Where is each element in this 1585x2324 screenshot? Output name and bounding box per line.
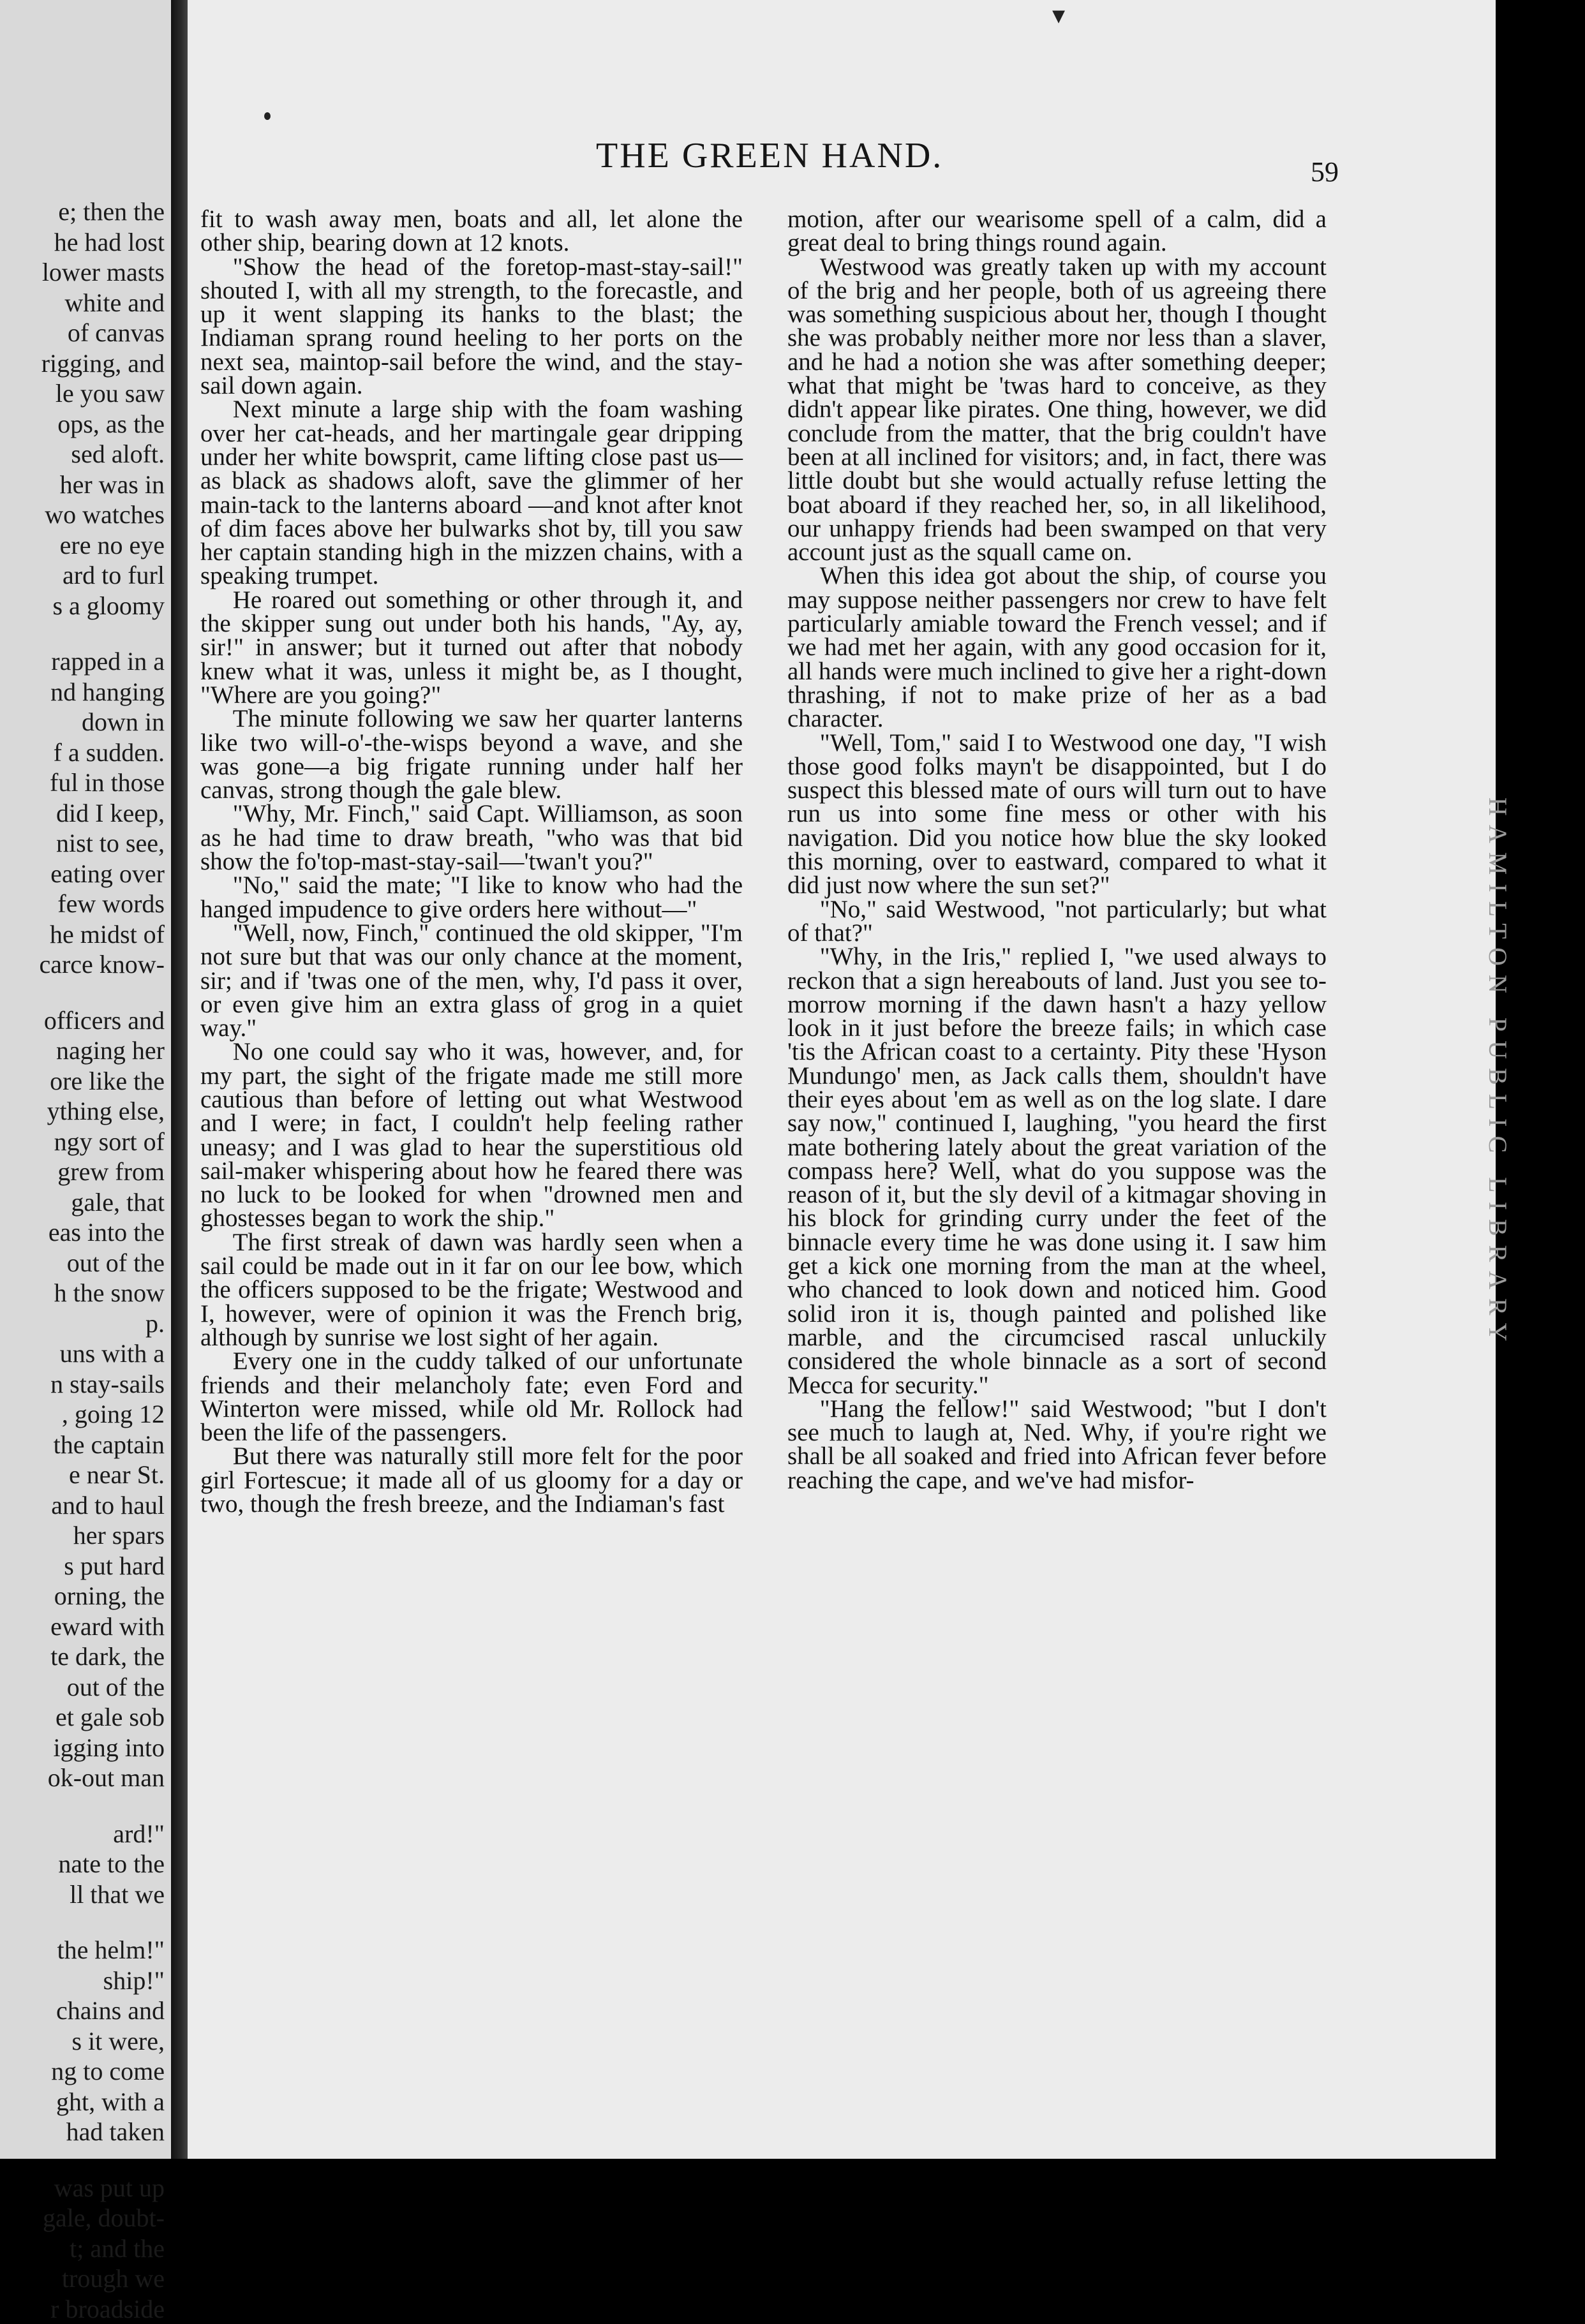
paragraph: "Well, now, Finch," continued the old skipper, "I'm not sure but that was our only chance at the moment, sir; and if 'twas one of the men, why, I'd pass it over, or even give him an extra glass of grog in a quiet way." bbox=[200, 921, 743, 1040]
previous-page-line: her spars bbox=[39, 1520, 165, 1551]
paragraph: The minute following we saw her quarter lanterns like two will-o'-the-wisps beyond a wave, and she was gone—a big frigate running under half her canvas, strong though the gale blew. bbox=[200, 707, 743, 802]
previous-page-line: he midst of bbox=[39, 919, 165, 950]
running-head: THE GREEN HAND. bbox=[596, 135, 943, 176]
previous-page-line: ere no eye bbox=[39, 530, 165, 561]
paragraph-gap bbox=[39, 621, 165, 646]
paragraph: But there was naturally still more felt for the poor girl Fortescue; it made all of us gloomy for a day or two, though the fresh breeze, and the Indiaman's fast bbox=[200, 1444, 743, 1516]
previous-page-line: ll that we bbox=[39, 1879, 165, 1910]
previous-page-line: h the snow bbox=[39, 1278, 165, 1308]
previous-page-line: nist to see, bbox=[39, 828, 165, 859]
paragraph-gap bbox=[39, 1909, 165, 1935]
previous-page-line: he had lost bbox=[39, 227, 165, 258]
previous-page-line: naging her bbox=[39, 1035, 165, 1066]
paragraph: When this idea got about the ship, of course you may suppose neither passengers nor crew to have felt particularly amiable toward the French vessel; and if we had met her again, with any good occasion for it, all hands were much inclined to give her a right-down thrashing, if not to make prize of her as a bad character. bbox=[787, 564, 1327, 730]
book-gutter bbox=[171, 0, 188, 2159]
previous-page-line: wo watches bbox=[39, 500, 165, 530]
ink-dot bbox=[264, 112, 271, 120]
paragraph: "Hang the fellow!" said Westwood; "but I don't see much to laugh at, Ned. Why, if you're right we shall be all soaked and fried into African fever before reaching the cape, and we've had misfor- bbox=[787, 1397, 1327, 1492]
previous-page-line: orning, the bbox=[39, 1581, 165, 1611]
paragraph: Next minute a large ship with the foam washing over her cat-heads, and her martingale gear dripping under her white bowsprit, came lifting close past us—as black as shadows aloft, save the glimmer of her main-tack to the lanterns aboard —and knot after knot of dim faces above her bulwarks shot by, till you saw her captain standing high in the mizzen chains, with a speaking trumpet. bbox=[200, 397, 743, 588]
paragraph-gap bbox=[39, 2147, 165, 2173]
previous-page-line: gale, doubt- bbox=[39, 2203, 165, 2233]
previous-page-line: and to haul bbox=[39, 1490, 165, 1521]
previous-page-line: out of the bbox=[39, 1672, 165, 1703]
previous-page-line: lower masts bbox=[39, 257, 165, 288]
previous-page-line: ops, as the bbox=[39, 409, 165, 440]
previous-page-line: n stay-sails bbox=[39, 1369, 165, 1400]
previous-page-line: nate to the bbox=[39, 1849, 165, 1879]
previous-page-column bbox=[39, 196, 165, 2324]
previous-page-line: out of the bbox=[39, 1248, 165, 1278]
paragraph: "Show the head of the foretop-mast-stay-sail!" shouted I, with all my strength, to the forecastle, and up it went slapping its hanks to the blast; the Indiaman sprang round heeling to her ports on the next sea, maintop-sail before the wind, and the stay-sail down again. bbox=[200, 255, 743, 398]
previous-page-line: s it were, bbox=[39, 2026, 165, 2057]
paragraph: fit to wash away men, boats and all, let alone the other ship, bearing down at 12 knots. bbox=[200, 207, 743, 255]
previous-page-line: the captain bbox=[39, 1430, 165, 1460]
paragraph: "No," said the mate; "I like to know who had the hanged impudence to give orders here without—" bbox=[200, 873, 743, 921]
previous-page-line: carce know- bbox=[39, 949, 165, 980]
previous-page-line: white and bbox=[39, 288, 165, 318]
previous-page-line: igging into bbox=[39, 1733, 165, 1763]
previous-page-line: ful in those bbox=[39, 767, 165, 798]
previous-page-line: ything else, bbox=[39, 1096, 165, 1127]
paragraph: "Well, Tom," said I to Westwood one day, "I wish those good folks mayn't be disappointed, but I do suspect this blessed mate of ours will turn out to have run us into some fine mess or other with his navigation. Did you notice how blue the sky looked this morning, over to eastward, compared to what it did just now where the sun set?" bbox=[787, 731, 1327, 898]
previous-page-line: ngy sort of bbox=[39, 1127, 165, 1157]
previous-page-line: t; and the bbox=[39, 2233, 165, 2264]
previous-page-line: had taken bbox=[39, 2117, 165, 2147]
previous-page-line: ng to come bbox=[39, 2056, 165, 2087]
previous-page-line: ship!" bbox=[39, 1965, 165, 1996]
previous-page-line: eward with bbox=[39, 1611, 165, 1642]
paragraph: Every one in the cuddy talked of our unfortunate friends and their melancholy fate; even Ford and Winterton were missed, while old Mr. Rollock had been the life of the passengers. bbox=[200, 1349, 743, 1444]
paragraph-gap bbox=[39, 1793, 165, 1819]
paragraph: No one could say who it was, however, and, for my part, the sight of the frigate made me still more cautious than before of letting out what Westwood and I were; in fact, I couldn't help feeling rather uneasy; and I was glad to hear the superstitious old sail-maker whispering about how he feared there was no luck to be looked for when "drowned men and ghostesses began to work the ship." bbox=[200, 1040, 743, 1230]
previous-page-line: , going 12 bbox=[39, 1399, 165, 1430]
previous-page-line: et gale sob bbox=[39, 1702, 165, 1733]
previous-page-line: r broadside bbox=[39, 2294, 165, 2324]
previous-page-line: le you saw bbox=[39, 378, 165, 409]
previous-page-line: rigging, and bbox=[39, 348, 165, 379]
right-column bbox=[787, 207, 1327, 1492]
previous-page-line: her was in bbox=[39, 470, 165, 500]
previous-page-line: p. bbox=[39, 1308, 165, 1339]
paragraph: Westwood was greatly taken up with my account of the brig and her people, both of us agreeing there was something suspicious about her, though I thought she was probably neither more nor less than a slaver, and he had a notion she was after something deeper; what that might be 'twas hard to conceive, as they didn't appear like pirates. One thing, however, we did conclude from the matter, that the brig couldn't have been at all inclined for visitors; and, in fact, there was little doubt but she would actually refuse letting the boat aboard if they reached her, so, in all likelihood, our unhappy friends had been swamped on that very account just as the squall came on. bbox=[787, 255, 1327, 565]
previous-page-fragment bbox=[0, 0, 171, 2159]
previous-page-line: officers and bbox=[39, 1005, 165, 1036]
left-column bbox=[200, 207, 743, 1516]
previous-page-line: uns with a bbox=[39, 1338, 165, 1369]
previous-page-line: ght, with a bbox=[39, 2087, 165, 2117]
previous-page-line: sed aloft. bbox=[39, 439, 165, 470]
previous-page-line: ard!" bbox=[39, 1819, 165, 1849]
previous-page-line: te dark, the bbox=[39, 1641, 165, 1672]
page bbox=[188, 0, 1496, 2159]
previous-page-line: few words bbox=[39, 889, 165, 919]
previous-page-line: was put up bbox=[39, 2173, 165, 2203]
paragraph: "Why, Mr. Finch," said Capt. Williamson, as soon as he had time to draw breath, "who was that bid show the fo'top-mast-stay-sail—'twan't you?" bbox=[200, 802, 743, 873]
paragraph-gap bbox=[39, 980, 165, 1005]
previous-page-line: s put hard bbox=[39, 1551, 165, 1581]
paragraph: "Why, in the Iris," replied I, "we used always to reckon that a sign hereabouts of land. Just you see to-morrow morning if the dawn hasn't a hazy yellow look in it just before the breeze fails; in which case 'tis the African coast to a certainty. Pity these 'Hyson Mundungo' men, as Jack calls them, shouldn't have their eyes about 'em as well as on the log slate. I dare say now," continued I, laughing, "you heard the first mate bothering lately about the great variation of the compass here? Well, what do you suppose was the reason of it, but the sly devil of a kitmagar shoving in his block for grinding curry under the feet of the binnacle every time he was done using it. I saw him get a kick one morning from the man at the wheel, who chanced to look down and noticed him. Good solid iron it is, though painted and polished like marble, and the circumcised rascal unluckily considered the whole binnacle as a sort of second Mecca for security." bbox=[787, 945, 1327, 1397]
previous-page-line: ok-out man bbox=[39, 1763, 165, 1793]
previous-page-line: rapped in a bbox=[39, 646, 165, 677]
previous-page-line: e; then the bbox=[39, 196, 165, 227]
paragraph: The first streak of dawn was hardly seen when a sail could be made out in it far on our lee bow, which the officers supposed to be the frigate; Westwood and I, however, were of opinion it was the French brig, although by sunrise we lost sight of her again. bbox=[200, 1231, 743, 1349]
previous-page-line: grew from bbox=[39, 1157, 165, 1187]
paragraph: "No," said Westwood, "not particularly; but what of that?" bbox=[787, 898, 1327, 945]
previous-page-line: gale, that bbox=[39, 1187, 165, 1218]
previous-page-line: s a gloomy bbox=[39, 591, 165, 621]
previous-page-line: eating over bbox=[39, 859, 165, 889]
paragraph: He roared out something or other through it, and the skipper sung out under both his hands, "Ay, ay, sir!" in answer; but it turned out after that nobody knew what it was, unless it might be, as I thought, "Where are you going?" bbox=[200, 588, 743, 707]
previous-page-line: of canvas bbox=[39, 318, 165, 348]
previous-page-line: down in bbox=[39, 707, 165, 737]
previous-page-line: f a sudden. bbox=[39, 737, 165, 768]
previous-page-line: ore like the bbox=[39, 1066, 165, 1097]
page-top-mark: ▾ bbox=[1052, 0, 1065, 30]
previous-page-line: nd hanging bbox=[39, 677, 165, 707]
paragraph: motion, after our wearisome spell of a calm, did a great deal to bring things round again. bbox=[787, 207, 1327, 255]
previous-page-line: chains and bbox=[39, 1995, 165, 2026]
previous-page-line: the helm!" bbox=[39, 1935, 165, 1965]
previous-page-line: did I keep, bbox=[39, 798, 165, 829]
previous-page-line: ard to furl bbox=[39, 560, 165, 591]
previous-page-line: trough we bbox=[39, 2263, 165, 2294]
library-stamp: HAMILTON PUBLIC LIBRARY bbox=[1483, 797, 1513, 1351]
previous-page-line: e near St. bbox=[39, 1460, 165, 1490]
page-number: 59 bbox=[1311, 156, 1339, 188]
previous-page-line: eas into the bbox=[39, 1217, 165, 1248]
